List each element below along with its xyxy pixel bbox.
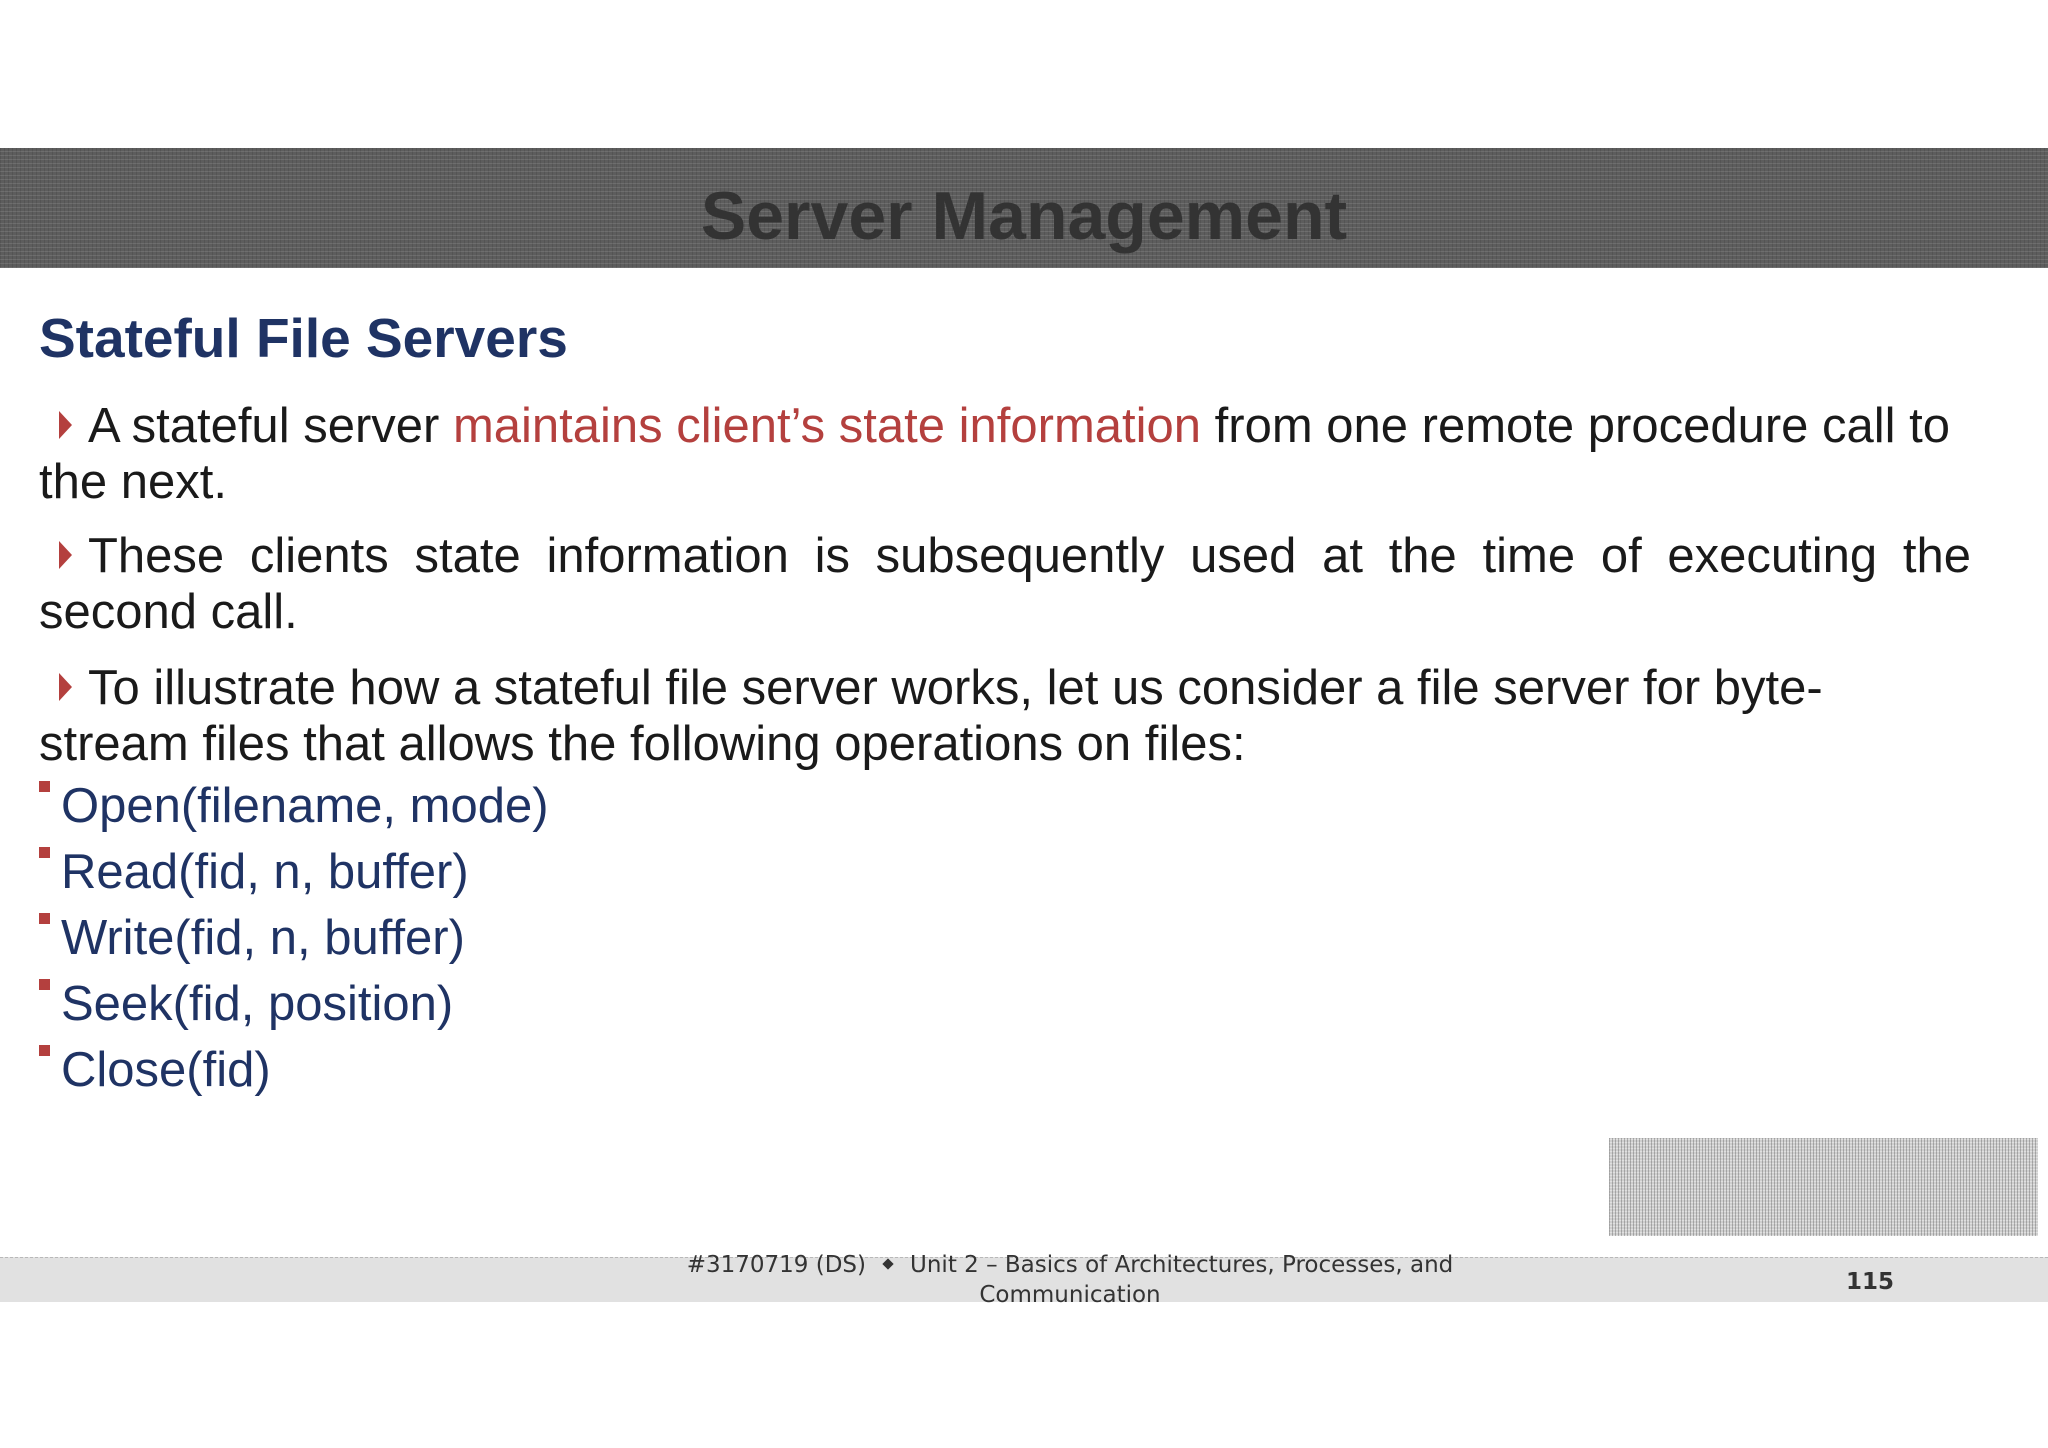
bullet-paragraph-1: A stateful server maintains client’s state information from one remote procedure call to the next. bbox=[39, 399, 1951, 509]
operation-item: Write(fid, n, buffer) bbox=[39, 910, 465, 966]
square-bullet-icon bbox=[39, 847, 50, 858]
highlight-text: maintains client’s state information bbox=[452, 399, 1202, 453]
operation-item: Close(fid) bbox=[39, 1042, 271, 1098]
footer-caption bbox=[640, 1250, 1500, 1310]
square-bullet-icon bbox=[39, 781, 50, 792]
slide-title: Server Management bbox=[700, 178, 1348, 254]
square-bullet-icon bbox=[39, 1045, 50, 1056]
operation-item: Read(fid, n, buffer) bbox=[39, 844, 469, 900]
course-code: #3170719 (DS) bbox=[686, 1252, 867, 1278]
operation-item: Open(filename, mode) bbox=[39, 778, 549, 834]
unit-title-line-1: Unit 2 – Basics of Architectures, Processes, and bbox=[910, 1252, 1454, 1278]
page-number: 115 bbox=[1845, 1269, 1894, 1295]
arrow-bullet-icon bbox=[59, 411, 72, 439]
square-bullet-icon bbox=[39, 979, 50, 990]
square-bullet-icon bbox=[39, 913, 50, 924]
unit-title-line-2: Communication bbox=[979, 1282, 1161, 1308]
footer-line-1 bbox=[640, 1250, 1500, 1280]
arrow-bullet-icon bbox=[59, 673, 72, 701]
operation-item: Seek(fid, position) bbox=[39, 976, 453, 1032]
section-heading: Stateful File Servers bbox=[39, 307, 568, 369]
arrow-bullet-icon bbox=[59, 541, 72, 569]
logo-placeholder bbox=[1609, 1138, 2038, 1236]
diamond-separator-icon bbox=[882, 1258, 893, 1269]
bullet-paragraph-3: To illustrate how a stateful file server works, let us consider a file server for byte-stream files that allows the following operations on files: bbox=[39, 661, 1823, 771]
bullet-paragraph-2: These clients state information is subsequently used at the time of executing the second call. bbox=[39, 529, 1971, 639]
